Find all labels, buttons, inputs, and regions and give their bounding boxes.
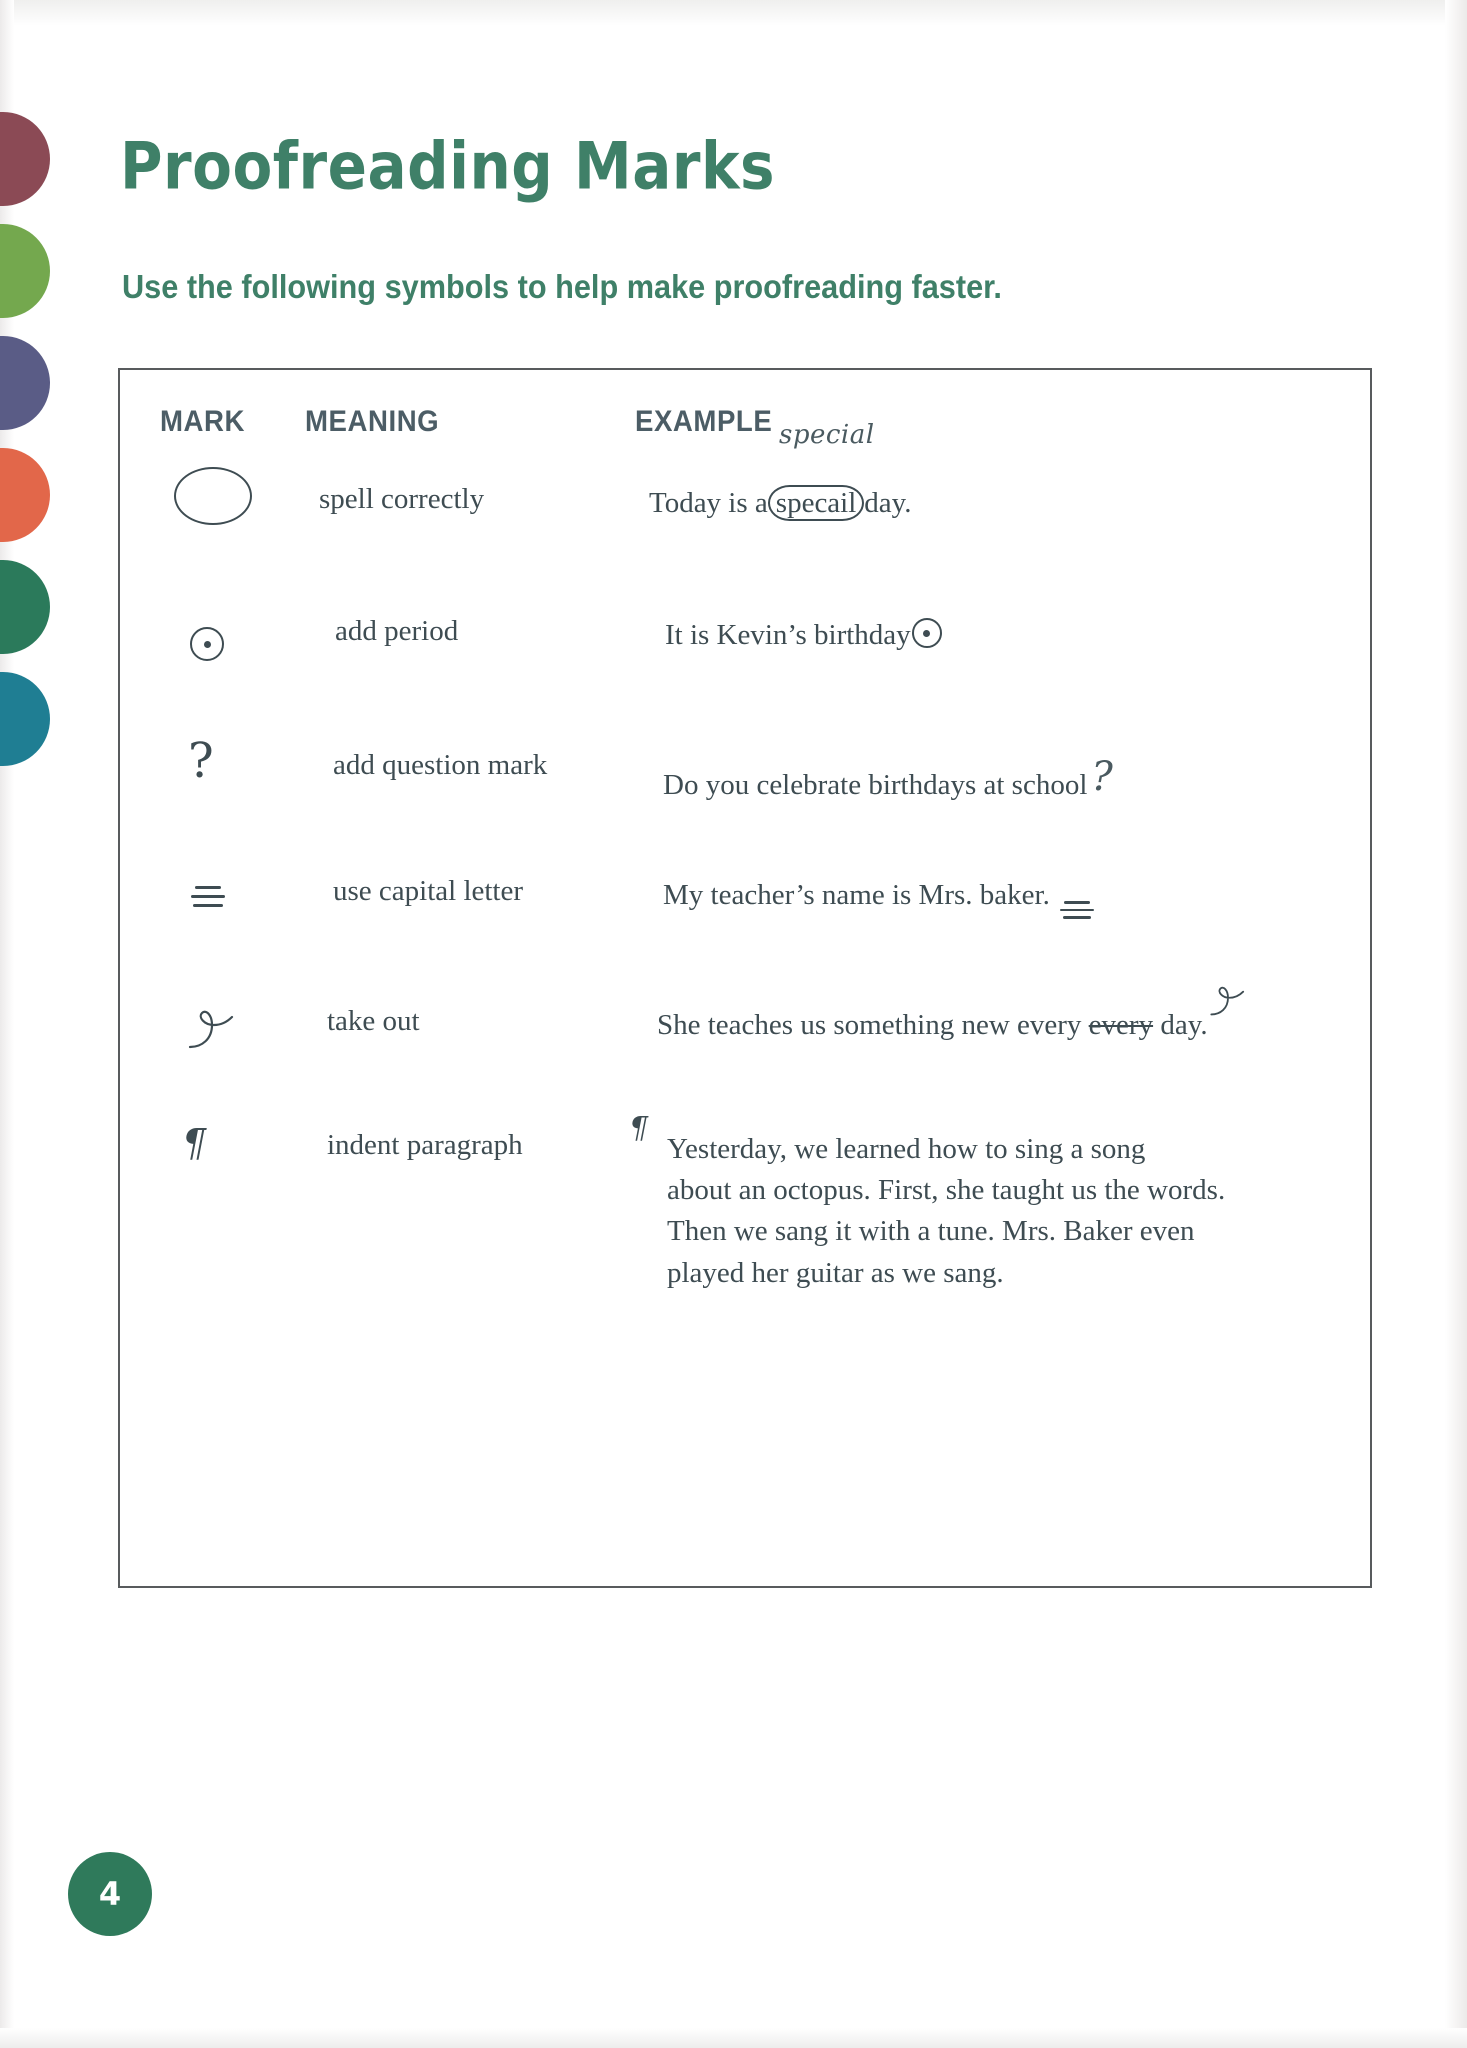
table-row (160, 861, 1350, 989)
triple-underline-icon (188, 886, 228, 913)
example-text-prefix: She teaches us something new every (657, 1009, 1082, 1041)
example-text-suffix: day. (1160, 1009, 1208, 1041)
mark-cell (160, 453, 319, 535)
meaning-cell: use capital letter (333, 875, 524, 907)
color-tab-strip (0, 112, 64, 784)
page-subtitle: Use the following symbols to help make proofreading faster. (122, 268, 1002, 305)
example-cell (665, 605, 1350, 656)
tab-darkgreen (0, 560, 50, 654)
column-header-example: EXAMPLE (635, 405, 773, 438)
example-cell (663, 733, 1350, 806)
example-text: My teacher’s name is Mrs. baker. (663, 879, 1050, 911)
meaning-cell: add period (335, 615, 459, 647)
tab-maroon (0, 112, 50, 206)
mark-cell (160, 605, 335, 679)
mark-cell (160, 989, 327, 1055)
circled-misspelling: specail (768, 485, 865, 521)
handwritten-question-mark: ? (1091, 754, 1113, 800)
pilcrow-icon: ¶ (629, 1111, 649, 1146)
tab-teal (0, 672, 50, 766)
delete-loop-icon (1205, 975, 1251, 1019)
tab-green (0, 224, 50, 318)
table-row (160, 989, 1350, 1117)
example-paragraph-line: Yesterday, we learned how to sing a song (667, 1133, 1146, 1165)
circle-icon (174, 467, 252, 525)
triple-underline-icon (1057, 901, 1097, 924)
example-cell (649, 420, 1350, 524)
mark-cell (160, 861, 333, 939)
example-text: It is Kevin’s birthday (665, 619, 911, 651)
meaning-cell: take out (327, 1005, 420, 1037)
table-row (160, 1111, 1350, 1347)
meaning-cell: indent paragraph (327, 1129, 523, 1161)
page-number-badge: 4 (68, 1852, 152, 1936)
period-in-circle-icon (190, 627, 224, 661)
page-edge-shading-top (0, 0, 1467, 26)
pilcrow-icon: ¶ (182, 1121, 207, 1165)
struck-word: every (1088, 1009, 1154, 1041)
table-row (160, 733, 1350, 861)
example-text-suffix: day. (864, 487, 912, 519)
delete-loop-icon (182, 995, 242, 1053)
example-paragraph-line: played her guitar as we sang. (667, 1256, 1004, 1289)
handwritten-correction: special (779, 420, 875, 450)
table-row (160, 605, 1350, 733)
mark-cell (160, 1117, 327, 1181)
page-edge-shading-right (1445, 0, 1467, 2048)
period-in-circle-icon (912, 618, 942, 648)
example-text: Do you celebrate birthdays at school (663, 769, 1088, 801)
example-paragraph-line: Then we sang it with a tune. Mrs. Baker even (667, 1215, 1195, 1248)
mark-cell (160, 733, 333, 793)
example-cell (663, 861, 1350, 916)
proofreading-marks-table (160, 405, 1350, 1347)
page-title: Proofreading Marks (120, 128, 776, 205)
question-mark-icon: ? (188, 733, 214, 789)
column-header-mark: MARK (160, 405, 245, 438)
example-cell (657, 989, 1350, 1046)
example-paragraph-line: about an octopus. First, she taught us the words. (667, 1174, 1226, 1207)
example-cell (629, 1111, 1350, 1294)
meaning-cell: spell correctly (319, 483, 485, 515)
table-header-row (160, 405, 1350, 439)
tab-purple (0, 336, 50, 430)
meaning-cell: add question mark (333, 749, 548, 781)
page-edge-shading-bottom (0, 2028, 1467, 2048)
column-header-meaning: MEANING (305, 405, 440, 438)
example-text-prefix: Today is a (649, 487, 768, 519)
tab-orange (0, 448, 50, 542)
